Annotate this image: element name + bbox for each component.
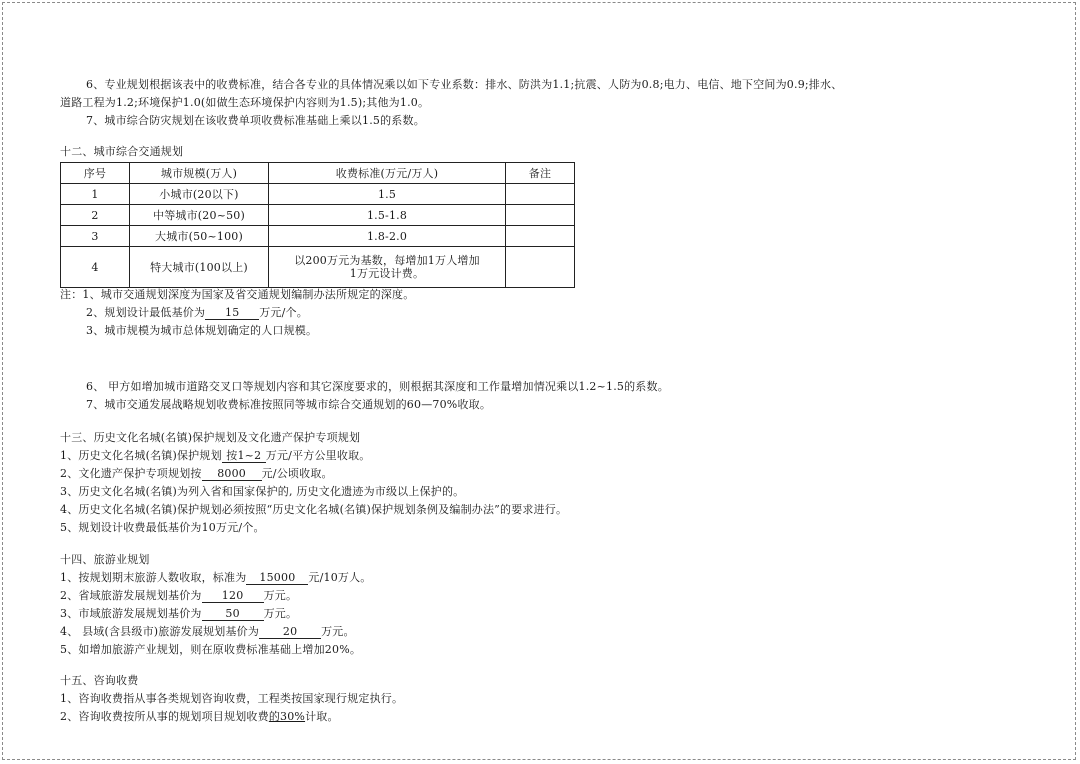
- header-scale: 城市规模(万人): [130, 163, 269, 184]
- item-4-value: 20: [259, 625, 321, 639]
- section-15-item-1: 1、咨询收费指从事各类规划咨询收费，工程类按国家现行规定执行。: [60, 692, 404, 705]
- cell-remark: [506, 205, 575, 226]
- cell-scale: 小城市(20以下): [130, 184, 269, 205]
- section-13-item-2: [60, 467, 333, 481]
- section-14-item-5: 5、如增加旅游产业规划，则在原收费标准基础上增加20%。: [60, 643, 362, 656]
- cell-remark: [506, 247, 575, 288]
- item-4-prefix: 4、 县域(含县级市)旅游发展规划基价为: [60, 625, 260, 638]
- section-12-note-1: 注：1、城市交通规划深度为国家及省交通规划编制办法所规定的深度。: [60, 288, 415, 301]
- note-6-line2: 道路工程为1.2;环境保护1.0(如做生态环境保护内容则为1.5);其他为1.0。: [60, 96, 430, 109]
- note-2-value: 15: [205, 306, 259, 320]
- cell-scale: 中等城市(20~50): [130, 205, 269, 226]
- header-remark: 备注: [506, 163, 575, 184]
- fee-table: [60, 162, 575, 288]
- cell-scale: 大城市(50~100): [130, 226, 269, 247]
- cell-fee-line2: 1万元设计费。: [349, 267, 425, 280]
- section-15-title: 十五、咨询收费: [60, 674, 139, 687]
- section-13-item-5: 5、规划设计收费最低基价为10万元/个。: [60, 521, 265, 534]
- item-2-value: 8000: [202, 467, 262, 481]
- item-1-prefix: 1、按规划期末旅游人数收取，标准为: [60, 571, 247, 584]
- cell-no: 1: [61, 184, 130, 205]
- item-2-suffix: 万元。: [263, 589, 298, 602]
- note-6-line1: 6、专业规划根据该表中的收费标准，结合各专业的具体情况乘以如下专业系数：排水、防洪为1.1;抗震、人防为0.8;电力、电信、地下空间为0.9;排水、: [86, 78, 843, 91]
- note-7: 7、城市综合防灾规划在该收费单项收费标准基础上乘以1.5的系数。: [86, 114, 425, 127]
- item-3-suffix: 万元。: [263, 607, 298, 620]
- cell-fee: 1.5-1.8: [269, 205, 506, 226]
- item-1-prefix: 1、历史文化名城(名镇)保护规划: [60, 449, 222, 462]
- item-2-suffix: 元/公顷收取。: [261, 467, 333, 480]
- section-12-note-7: 7、城市交通发展战略规划收费标准按照同等城市综合交通规划的60—70%收取。: [86, 398, 492, 411]
- cell-no: 4: [61, 247, 130, 288]
- table-row: [61, 226, 575, 247]
- section-13-item-3: 3、历史文化名城(名镇)为列入省和国家保护的, 历史文化遗迹为市级以上保护的。: [60, 485, 465, 498]
- section-13-title: 十三、历史文化名城(名镇)保护规划及文化遗产保护专项规划: [60, 431, 361, 444]
- item-1-value: 按1~2: [222, 449, 266, 463]
- item-1-suffix: 万元/平方公里收取。: [265, 449, 371, 462]
- section-13-item-1: [60, 449, 371, 463]
- header-no: 序号: [61, 163, 130, 184]
- item-3-value: 50: [202, 607, 264, 621]
- table-row: [61, 205, 575, 226]
- header-fee: 收费标准(万元/万人): [269, 163, 506, 184]
- section-14-item-1: [60, 571, 372, 585]
- section-14-item-3: [60, 607, 297, 621]
- item-1-suffix: 元/10万人。: [308, 571, 372, 584]
- item-2-prefix: 2、咨询收费按所从事的规划项目规划收费: [60, 710, 269, 723]
- table-header-row: [61, 163, 575, 184]
- cell-remark: [506, 184, 575, 205]
- cell-fee: 1.8-2.0: [269, 226, 506, 247]
- section-13-item-4: 4、历史文化名城(名镇)保护规划必须按照“历史文化名城(名镇)保护规划条例及编制办法”的要求进行。: [60, 503, 568, 516]
- item-2-value: 的30%: [268, 710, 306, 723]
- cell-no: 2: [61, 205, 130, 226]
- section-12-note-6: 6、 甲方如增加城市道路交叉口等规划内容和其它深度要求的，则根据其深度和工作量增加情况乘以1.2~1.5的系数。: [86, 380, 669, 393]
- item-4-suffix: 万元。: [321, 625, 355, 638]
- table-row: [61, 247, 575, 288]
- item-2-suffix: 计取。: [305, 710, 339, 723]
- cell-no: 3: [61, 226, 130, 247]
- item-1-value: 15000: [246, 571, 308, 585]
- cell-remark: [506, 226, 575, 247]
- item-2-prefix: 2、文化遗产保护专项规划按: [60, 467, 202, 480]
- section-12-note-2: [60, 306, 308, 320]
- section-14-title: 十四、旅游业规划: [60, 553, 150, 566]
- note-2-suffix: 万元/个。: [259, 306, 308, 319]
- item-2-prefix: 2、省域旅游发展规划基价为: [60, 589, 202, 602]
- note-2-prefix: 2、规划设计最低基价为: [86, 306, 206, 319]
- cell-fee: [269, 247, 506, 288]
- section-15-item-2: [60, 710, 339, 724]
- table-row: [61, 184, 575, 205]
- section-14-item-2: [60, 589, 297, 603]
- cell-fee: 1.5: [269, 184, 506, 205]
- section-12-title: 十二、城市综合交通规划: [60, 145, 184, 158]
- cell-scale: 特大城市(100以上): [130, 247, 269, 288]
- section-14-item-4: [60, 625, 355, 639]
- section-12-note-3: 3、城市规模为城市总体规划确定的人口规模。: [86, 324, 318, 337]
- item-3-prefix: 3、市域旅游发展规划基价为: [60, 607, 202, 620]
- item-2-value: 120: [202, 589, 264, 603]
- cell-fee-line1: 以200万元为基数，每增加1万人增加: [294, 254, 480, 267]
